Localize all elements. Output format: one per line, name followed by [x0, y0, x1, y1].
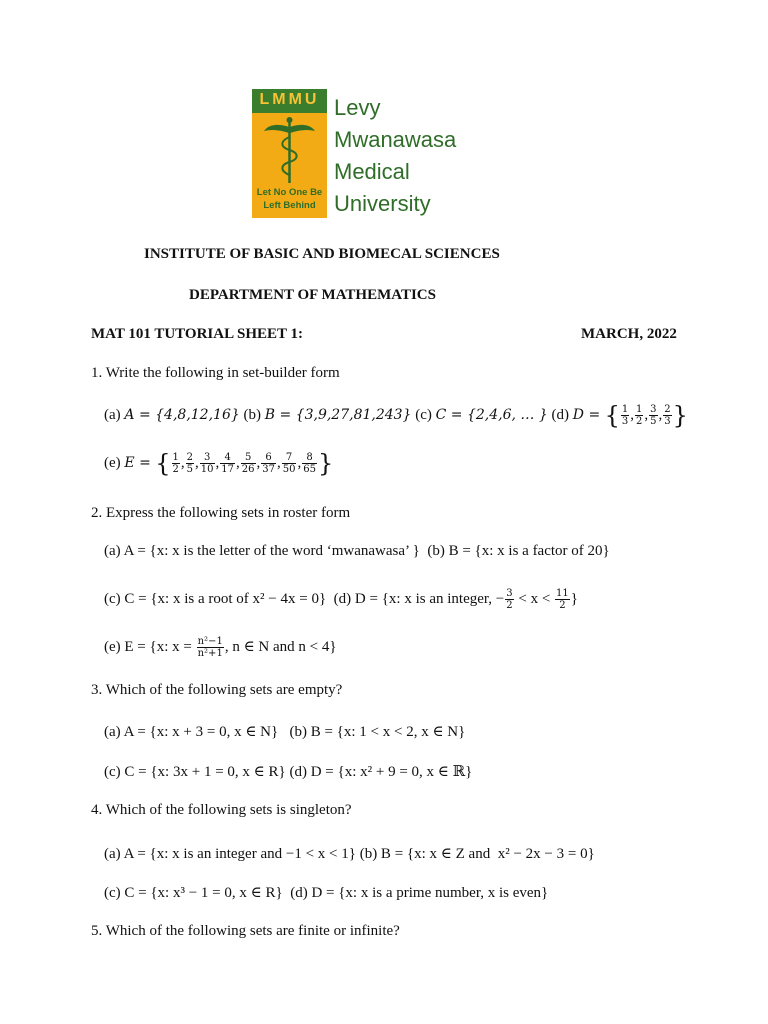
q1-e-fraction — [172, 452, 180, 475]
q1-d-comma: , — [630, 406, 635, 423]
question-4-line-2: (c) C = {x: x³ − 1 = 0, x ∈ R} (d) D = {x: x is a prime number, x is even} — [104, 885, 549, 901]
q1-e-comma: , — [195, 454, 199, 471]
logo-name-line3: Medical — [334, 159, 410, 184]
q1-a-label: (a) — [104, 406, 125, 423]
q1-e-fractions — [171, 452, 318, 475]
q2-c: (c) C = {x: x is a root of x² − 4x = 0} — [104, 590, 327, 607]
q1-e-fraction — [261, 452, 276, 475]
q1-e-numerator: 3 — [200, 452, 215, 464]
q1-d-fraction — [649, 404, 657, 427]
q1-e-comma: , — [215, 454, 220, 471]
question-2-line-3 — [104, 636, 337, 659]
q2-e-frac-num: n²−1 — [197, 636, 223, 647]
question-1-line-1 — [104, 401, 688, 430]
q1-d-denominator: 3 — [664, 416, 671, 427]
q2-d-frac2-den: 2 — [559, 600, 566, 611]
q2-d-fraction-2 — [555, 588, 570, 611]
q1-e-fraction — [302, 452, 317, 475]
caduceus-icon — [262, 115, 317, 185]
logo-name-line1: Levy — [334, 95, 381, 120]
question-4-line-1: (a) A = {x: x is an integer and −1 < x < 1} (b) B = {x: x ∈ Z and x² − 2x − 3 = 0} — [104, 846, 595, 862]
logo-abbreviation: LMMU — [259, 91, 320, 108]
logo-motto — [252, 186, 327, 212]
q1-e-math: E = — [124, 454, 156, 471]
q1-d-comma: , — [658, 406, 663, 423]
q1-d-fraction — [621, 404, 629, 427]
q1-d-numerator: 2 — [664, 404, 671, 415]
q1-e-fraction — [282, 452, 297, 475]
logo-university-name — [334, 92, 456, 220]
q2-e-frac-den: n²+1 — [197, 648, 223, 659]
q1-e-denominator: 65 — [303, 464, 316, 475]
question-3-line-1: (a) A = {x: x + 3 = 0, x ∈ N} (b) B = {x: 1 < x < 2, x ∈ N} — [104, 724, 466, 740]
q2-d-frac2-num: 11 — [556, 588, 569, 599]
q1-d-numerator: 3 — [650, 404, 657, 415]
q1-c-label: (c) — [411, 406, 436, 423]
q1-b-label: (b) — [239, 406, 265, 423]
q1-d-fraction — [663, 404, 671, 427]
q1-d-numerator: 1 — [621, 404, 629, 415]
q1-d-label: (d) — [547, 406, 573, 423]
sheet-date: MARCH, 2022 — [581, 326, 677, 342]
q1-e-close-brace: } — [317, 449, 334, 478]
question-2-line-1 — [104, 543, 610, 560]
q2-e-fraction — [197, 636, 224, 659]
q2-d-frac1-num: 3 — [506, 588, 513, 599]
q1-e-fraction — [186, 452, 194, 475]
q1-e-comma: , — [180, 454, 185, 471]
sheet-title: MAT 101 TUTORIAL SHEET 1: — [91, 326, 304, 342]
q1-e-denominator: 10 — [200, 464, 214, 475]
q1-d-denominator: 2 — [636, 416, 643, 427]
q2-d-fraction-1 — [505, 588, 513, 611]
q1-d-numerator: 1 — [636, 404, 643, 415]
question-3-prompt: 3. Which of the following sets are empty? — [91, 682, 343, 698]
question-1-prompt: 1. Write the following in set-builder form — [91, 365, 340, 381]
q1-e-label: (e) — [104, 454, 125, 471]
q1-e-denominator: 17 — [221, 464, 235, 475]
q2-d-suffix: } — [570, 590, 578, 607]
q1-e-numerator: 8 — [302, 452, 317, 464]
q1-e-fraction — [220, 452, 235, 475]
q2-d-prefix: (d) D = {x: x is an integer, − — [333, 590, 505, 607]
q1-e-numerator: 4 — [220, 452, 235, 464]
logo-name-line4: University — [334, 191, 431, 216]
q2-d-frac1-den: 2 — [506, 600, 513, 611]
q1-d-open-brace: { — [604, 401, 620, 430]
q1-e-comma: , — [276, 454, 281, 471]
q1-d-denominator: 3 — [621, 416, 629, 427]
q1-e-denominator: 5 — [186, 464, 194, 475]
department-heading: DEPARTMENT OF MATHEMATICS — [189, 287, 436, 303]
q1-d-fractions — [620, 404, 673, 427]
q2-b: (b) B = {x: x is a factor of 20} — [427, 543, 610, 559]
question-4-prompt: 4. Which of the following sets is singleton? — [91, 802, 352, 818]
logo-motto-line2: Left Behind — [263, 200, 316, 211]
q1-e-numerator: 5 — [241, 452, 256, 464]
question-5-prompt: 5. Which of the following sets are finite or infinite? — [91, 923, 400, 939]
logo-motto-line1: Let No One Be — [256, 187, 323, 198]
question-2-prompt: 2. Express the following sets in roster form — [91, 505, 351, 521]
q2-e-prefix: (e) E = {x: x = — [104, 638, 196, 655]
question-1-line-2 — [104, 449, 334, 478]
question-2-line-2 — [104, 588, 578, 611]
question-3-line-2: (c) C = {x: 3x + 1 = 0, x ∈ R} (d) D = {x: x² + 9 = 0, x ∈ ℝ} — [104, 764, 473, 780]
q1-c-math: C = {2,4,6, … } — [435, 406, 548, 423]
q1-e-numerator: 7 — [282, 452, 297, 464]
q1-e-denominator: 37 — [262, 464, 275, 475]
q2-d-middle: < x < — [514, 590, 555, 607]
q2-a: (a) A = {x: x is the letter of the word ‘mwanawasa’ } — [104, 543, 420, 559]
q1-d-comma: , — [644, 406, 649, 423]
logo-name-line2: Mwanawasa — [334, 127, 457, 152]
q1-e-comma: , — [236, 454, 240, 471]
q1-d-close-brace: } — [672, 401, 688, 430]
q1-e-comma: , — [297, 454, 302, 471]
q1-d-fraction — [635, 404, 643, 427]
q1-e-numerator: 6 — [261, 452, 276, 464]
q1-d-denominator: 5 — [650, 416, 657, 427]
q1-e-denominator: 2 — [172, 464, 179, 475]
institute-heading: INSTITUTE OF BASIC AND BIOMECAL SCIENCES — [144, 246, 500, 262]
q1-e-numerator: 2 — [186, 452, 194, 463]
q1-a-math: A = {4,8,12,16} — [124, 406, 240, 423]
q1-e-denominator: 50 — [282, 464, 296, 475]
q1-e-numerator: 1 — [172, 452, 179, 463]
q1-e-comma: , — [256, 454, 261, 471]
q1-e-open-brace: { — [155, 449, 171, 478]
q2-e-suffix: , n ∈ N and n < 4} — [224, 638, 337, 655]
q1-e-fraction — [241, 452, 256, 475]
q1-d-math: D = — [572, 406, 605, 423]
q1-e-fraction — [200, 452, 215, 475]
q1-b-math: B = {3,9,27,81,243} — [264, 406, 412, 423]
q1-e-denominator: 26 — [241, 464, 255, 475]
